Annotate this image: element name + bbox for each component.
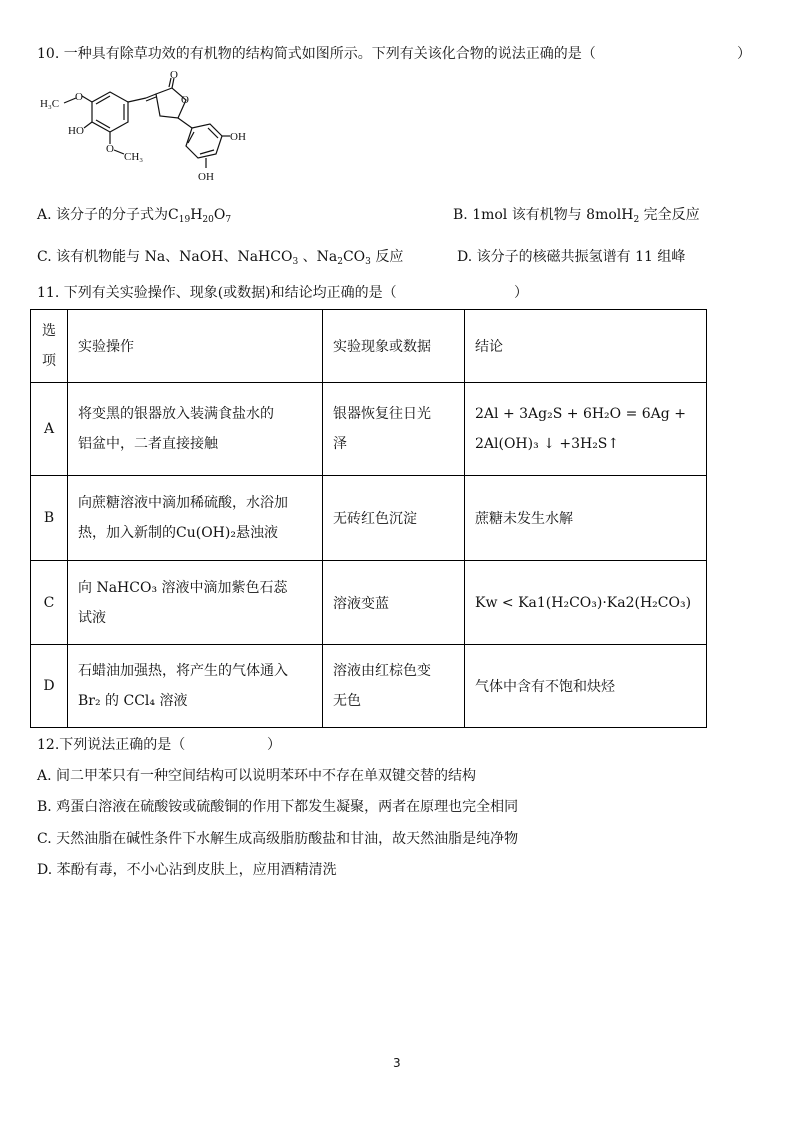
q12-option-a: A. 间二甲苯只有一种空间结构可以说明苯环中不存在单双键交替的结构 — [37, 768, 477, 784]
label-o-ring: O — [181, 94, 189, 106]
q12-option-b: B. 鸡蛋白溶液在硫酸铵或硫酸铜的作用下都发生凝聚，两者在原理也完全相同 — [37, 799, 519, 815]
q12-option-c: C. 天然油脂在碱性条件下水解生成高级脂肪酸盐和甘油，故天然油脂是纯净物 — [37, 831, 519, 847]
label-h3c: H₃C — [40, 98, 60, 110]
row-a-option: A — [31, 383, 68, 476]
row-b-conclusion: 蔗糖未发生水解 — [465, 476, 707, 561]
row-c-option: C — [31, 561, 68, 645]
table-header-row — [31, 310, 707, 383]
q11-stem: 11. 下列有关实验操作、现象(或数据)和结论均正确的是（ — [37, 285, 397, 301]
page-number: 3 — [393, 1056, 401, 1070]
row-a-operation: 将变黑的银器放入装满食盐水的 铝盆中，二者直接接触 — [68, 383, 323, 476]
q11-experiment-table — [30, 309, 707, 728]
q11-close-paren: ） — [514, 285, 528, 301]
row-c-conclusion: Kw < Ka1(H₂CO₃)·Ka2(H₂CO₃) — [465, 561, 707, 645]
q12-close-paren: ） — [267, 737, 281, 753]
table-row — [31, 476, 707, 561]
label-ch3-bottom: CH₃ — [124, 151, 144, 163]
row-b-phenomenon: 无砖红色沉淀 — [323, 476, 465, 561]
q10-option-a — [37, 206, 231, 224]
q12-stem: 12.下列说法正确的是（ — [37, 737, 186, 753]
row-c-phenomenon: 溶液变蓝 — [323, 561, 465, 645]
q10-option-d: D. 该分子的核磁共振氢谱有 11 组峰 — [457, 249, 686, 265]
table-row — [31, 645, 707, 728]
row-a-conclusion: 2Al + 3Ag₂S + 6H₂O = 6Ag + 2Al(OH)₃ ↓ +3H₂S↑ — [465, 383, 707, 476]
row-c-operation: 向 NaHCO₃ 溶液中滴加紫色石蕊 试液 — [68, 561, 323, 645]
q10-option-a-text: A. 该分子的分子式为 — [37, 207, 169, 223]
label-o-bottom: O — [106, 143, 114, 155]
header-option: 选 项 — [31, 310, 68, 383]
label-o-carbonyl: O — [170, 70, 178, 81]
header-phenomenon: 实验现象或数据 — [323, 310, 465, 383]
table-row — [31, 383, 707, 476]
q10-option-b: B. 1mol 该有机物与 8molH$_2$ 完全反应 — [453, 207, 700, 225]
header-conclusion: 结论 — [465, 310, 707, 383]
left-benzene-ring — [92, 92, 128, 132]
q10-stem — [37, 45, 596, 63]
q12-option-d: D. 苯酚有毒，不小心沾到皮肤上，应用酒精清洗 — [37, 862, 337, 878]
label-o-left: O — [75, 91, 83, 103]
header-operation: 实验操作 — [68, 310, 323, 383]
label-ho-left: HO — [68, 125, 84, 137]
row-b-operation: 向蔗糖溶液中滴加稀硫酸，水浴加 热，加入新制的Cu(OH)₂悬浊液 — [68, 476, 323, 561]
row-b-option: B — [31, 476, 68, 561]
q10-option-c: C. 该有机物能与 Na、NaOH、NaHCO$_3$ 、$Na_2CO_3$ 反应 — [37, 249, 404, 267]
q10-stem-text: 10. 一种具有除草功效的有机物的结构简式如图所示。下列有关该化合物的说法正确的是（ — [37, 46, 596, 62]
q10-structure-diagram — [38, 70, 258, 192]
row-d-operation: 石蜡油加强热，将产生的气体通入 Br₂ 的 CCl₄ 溶液 — [68, 645, 323, 728]
q10-close-paren: ） — [737, 46, 751, 62]
row-d-option: D — [31, 645, 68, 728]
row-d-phenomenon: 溶液由红棕色变 无色 — [323, 645, 465, 728]
row-a-phenomenon: 银器恢复往日光 泽 — [323, 383, 465, 476]
q10-option-a-formula: $C_{19}H_{20}O_7$ — [168, 207, 232, 225]
table-row — [31, 561, 707, 645]
row-d-conclusion: 气体中含有不饱和炔烃 — [465, 645, 707, 728]
label-oh-right: OH — [230, 131, 246, 143]
label-oh-bottom: OH — [198, 171, 214, 183]
